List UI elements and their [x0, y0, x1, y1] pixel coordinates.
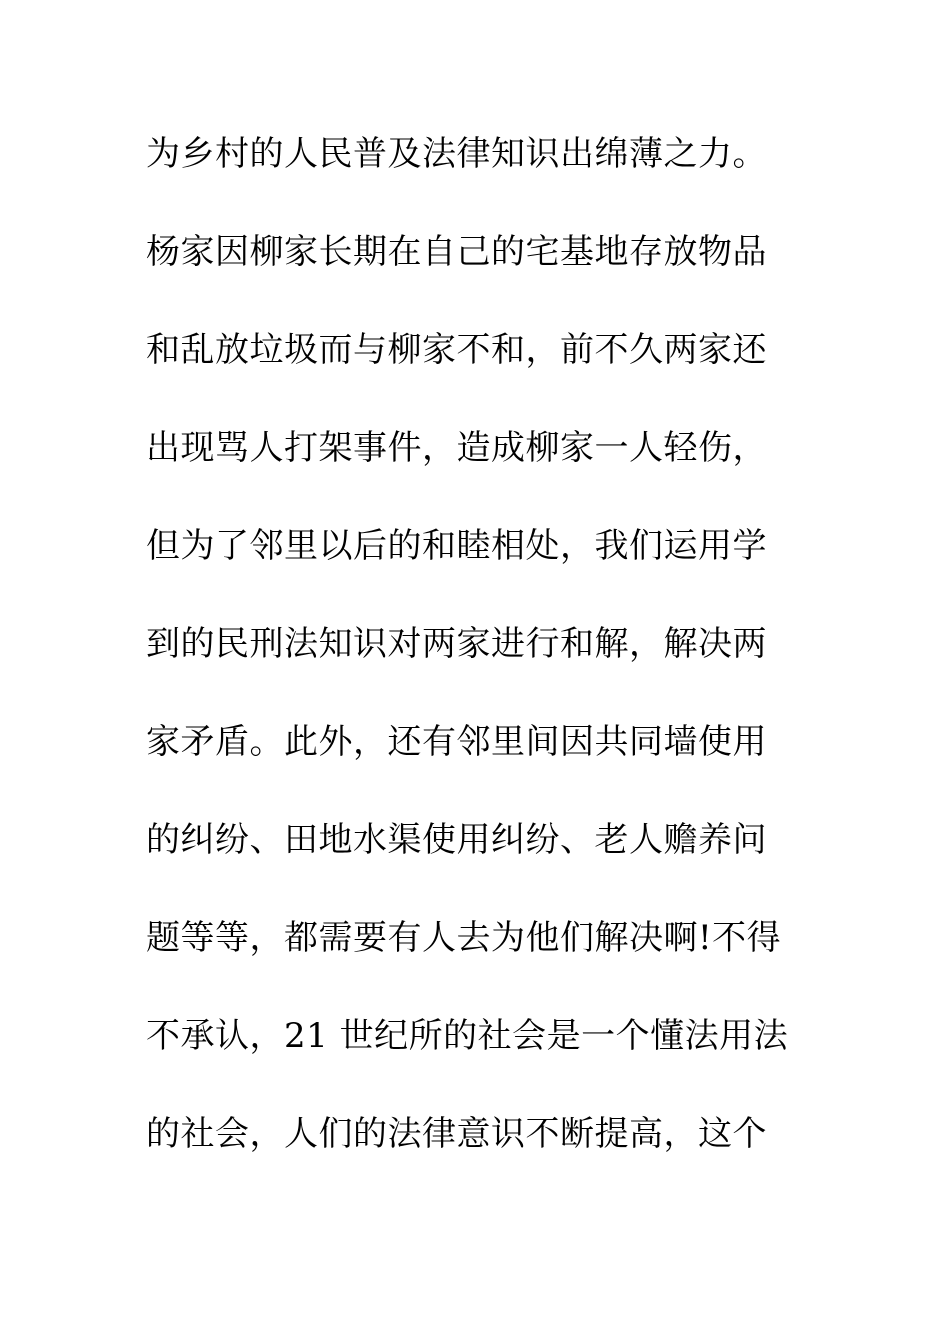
text-line: 和乱放垃圾而与柳家不和，前不久两家还 — [146, 330, 767, 370]
text-line: 到的民刑法知识对两家进行和解，解决两 — [146, 624, 767, 664]
text-line: 出现骂人打架事件，造成柳家一人轻伤， — [146, 428, 767, 468]
text-line: 家矛盾。此外，还有邻里间因共同墙使用 — [146, 722, 767, 762]
text-line: 题等等，都需要有人去为他们解决啊!不得 — [146, 918, 782, 958]
text-line: 但为了邻里以后的和睦相处，我们运用学 — [146, 526, 767, 566]
text-line: 的社会，人们的法律意识不断提高，这个 — [146, 1114, 767, 1154]
text-line: 不承认，21 世纪所的社会是一个懂法用法 — [146, 1016, 789, 1056]
body-text — [146, 124, 806, 1202]
text-line: 为乡村的人民普及法律知识出绵薄之力。 — [146, 134, 767, 174]
text-line: 杨家因柳家长期在自己的宅基地存放物品 — [146, 232, 767, 272]
text-line: 的纠纷、田地水渠使用纠纷、老人赡养问 — [146, 820, 767, 860]
